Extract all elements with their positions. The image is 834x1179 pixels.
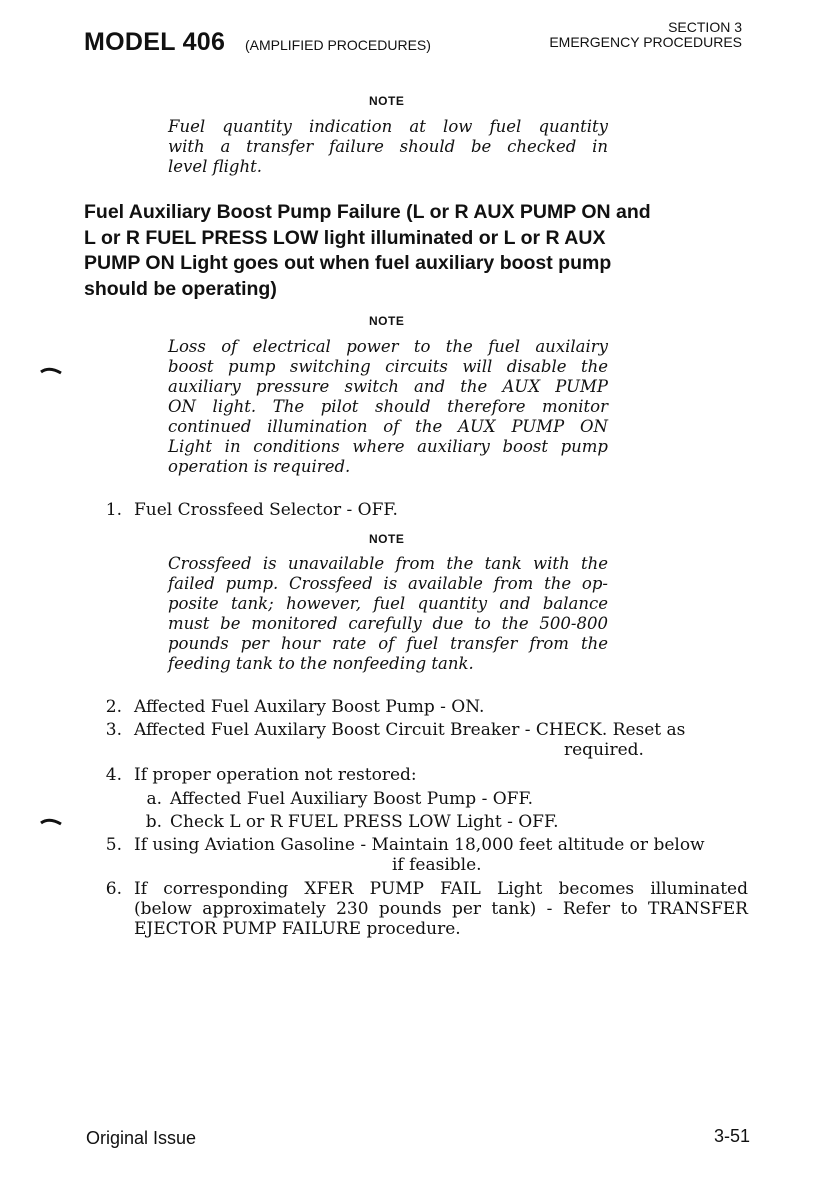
step-text: Fuel Crossfeed Selector - OFF. bbox=[134, 500, 398, 520]
footer-issue: Original Issue bbox=[86, 1128, 197, 1148]
revision-bar-mark bbox=[40, 365, 62, 375]
step-text: Check L or R FUEL PRESS LOW Light - OFF. bbox=[170, 812, 559, 832]
step-number: 5. bbox=[105, 835, 122, 855]
note-title: NOTE bbox=[369, 532, 405, 546]
note-line: Fuel quantity indication at low fuel quantity bbox=[168, 117, 608, 136]
model-title: MODEL 406 bbox=[84, 28, 226, 56]
heading-line: L or R FUEL PRESS LOW light illuminated or L or R AUX bbox=[84, 226, 606, 249]
heading-line: should be operating) bbox=[84, 277, 277, 300]
step-number: 6. bbox=[105, 879, 122, 899]
note-line: boost pump switching circuits will disable the bbox=[168, 357, 608, 376]
step-number: 2. bbox=[105, 697, 122, 717]
note-line: Light in conditions where auxiliary boost pump bbox=[168, 437, 608, 456]
step-text: Affected Fuel Auxiliary Boost Pump - OFF. bbox=[170, 789, 534, 809]
note-line: auxiliary pressure switch and the AUX PUMP bbox=[168, 377, 608, 396]
note-line: Loss of electrical power to the fuel auxilairy bbox=[168, 337, 608, 356]
step-5-continuation: if feasible. bbox=[392, 855, 482, 875]
heading-line: PUMP ON Light goes out when fuel auxiliary boost pump bbox=[84, 252, 612, 275]
step-letter: b. bbox=[145, 812, 162, 832]
section-header bbox=[549, 20, 742, 50]
step-text: Affected Fuel Auxilary Boost Circuit Breaker - CHECK. Reset as bbox=[134, 720, 686, 740]
note-line: operation is required. bbox=[168, 457, 351, 476]
note-line: ON light. The pilot should therefore monitor bbox=[168, 397, 608, 416]
note-line: posite tank; however, fuel quantity and balance bbox=[168, 594, 608, 613]
step-line: (below approximately 230 pounds per tank) - Refer to TRANSFER bbox=[134, 899, 748, 919]
step-line: EJECTOR PUMP FAILURE procedure. bbox=[134, 919, 461, 939]
note-line: failed pump. Crossfeed is available from the op- bbox=[168, 574, 608, 593]
step-line: If corresponding XFER PUMP FAIL Light becomes illuminated bbox=[134, 879, 748, 899]
amplified-procedures-label: (AMPLIFIED PROCEDURES) bbox=[245, 37, 431, 53]
step-letter: a. bbox=[146, 789, 162, 809]
step-text: If proper operation not restored: bbox=[134, 765, 417, 785]
note-line: pounds per hour rate of fuel transfer from the bbox=[168, 634, 608, 653]
page-number: 3-51 bbox=[713, 1126, 750, 1146]
note-crossfeed bbox=[168, 554, 608, 674]
note-line: must be monitored carefully due to the 500-800 bbox=[168, 614, 608, 633]
note-title: NOTE bbox=[369, 94, 405, 108]
step-3-continuation: required. bbox=[564, 740, 644, 760]
step-number: 3. bbox=[105, 720, 122, 740]
note-line: with a transfer failure should be checked in bbox=[168, 137, 608, 156]
step-text: Affected Fuel Auxilary Boost Pump - ON. bbox=[134, 697, 485, 717]
step-number: 4. bbox=[105, 765, 122, 785]
section-number: SECTION 3 bbox=[668, 19, 742, 35]
section-title: EMERGENCY PROCEDURES bbox=[549, 34, 742, 50]
note-line: level flight. bbox=[168, 157, 262, 176]
step-text: If using Aviation Gasoline - Maintain 18,000 feet altitude or below bbox=[134, 835, 705, 855]
heading-line: Fuel Auxiliary Boost Pump Failure (L or R AUX PUMP ON and bbox=[84, 201, 651, 223]
step-number: 1. bbox=[105, 500, 122, 520]
note-line: Crossfeed is unavailable from the tank with the bbox=[168, 554, 608, 573]
note-line: feeding tank to the nonfeeding tank. bbox=[168, 654, 474, 673]
note-fuel-quantity bbox=[168, 117, 608, 177]
revision-bar-mark bbox=[40, 816, 62, 826]
note-title: NOTE bbox=[369, 314, 405, 328]
note-electrical-power bbox=[168, 337, 608, 477]
procedure-heading bbox=[84, 200, 744, 302]
note-line: continued illumination of the AUX PUMP ON bbox=[168, 417, 608, 436]
